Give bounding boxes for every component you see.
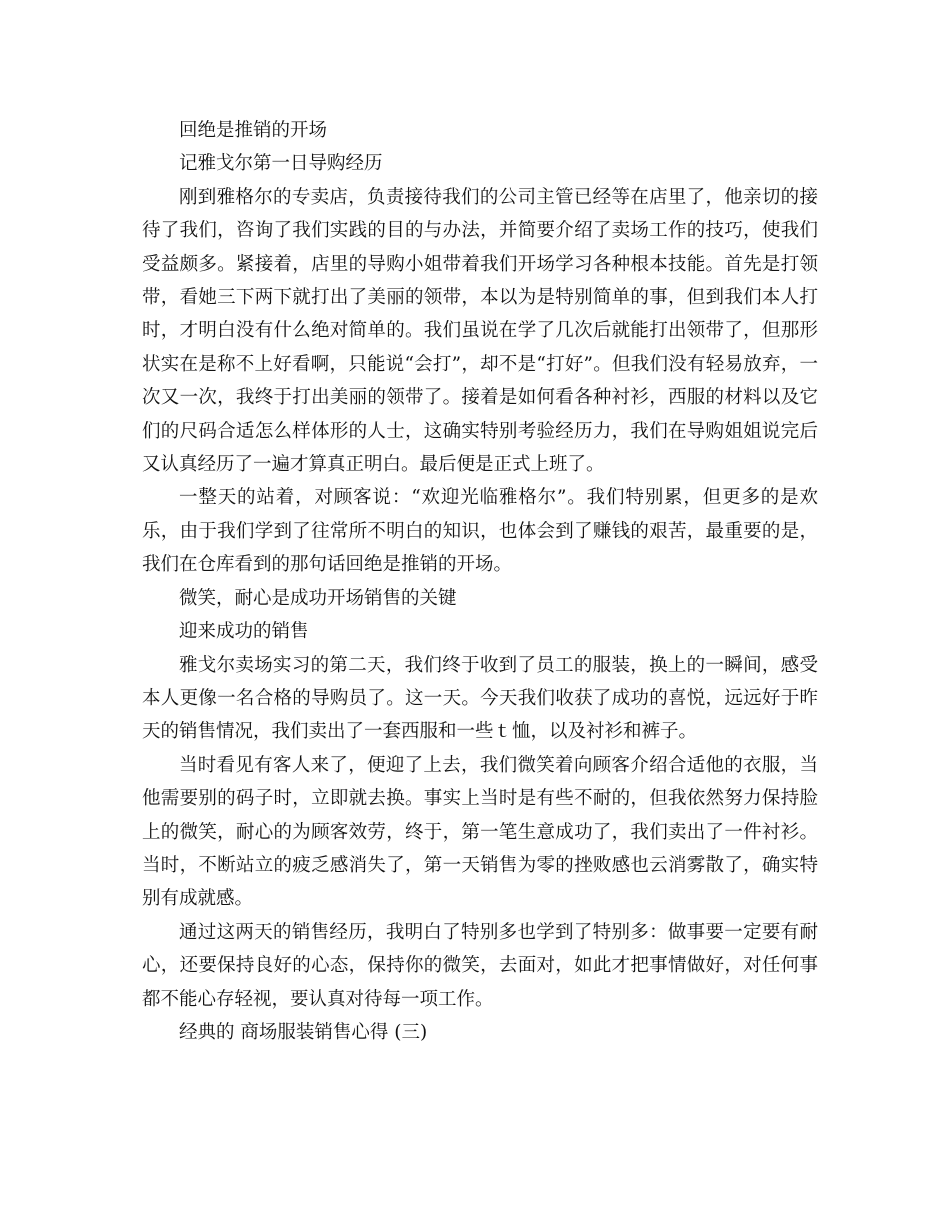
paragraph-lessons: 通过这两天的销售经历，我明白了特别多也学到了特别多：做事要一定要有耐心，还要保持良好的心态，保持你的微笑，去面对，如此才把事情做好，对任何事都不能心存轻视，要认真对待每一项工作。 bbox=[142, 921, 818, 1010]
heading-classic-part-three: 经典的 商场服装销售心得 (三) bbox=[179, 1021, 428, 1043]
subheading-successful-sale: 迎来成功的销售 bbox=[179, 621, 309, 643]
paragraph-first-day-training: 刚到雅格尔的专卖店，负责接待我们的公司主管已经等在店里了，他亲切的接待了我们，咨询了我们实践的目的与办法，并简要介绍了卖场工作的技巧，使我们受益颇多。紧接着，店里的导购小姐带着我们开场学习各种根本技能。首先是打领带，看她三下两下就打出了美丽的领带，本以为是特别简单的事，但到我们本人打时，才明白没有什么绝对简单的。我们虽说在学了几次后就能打出领带了，但那形状实在是称不上好看啊，只能说“会打”，却不是“打好”。但我们没有轻易放弃，一次又一次，我终于打出美丽的领带了。接着是如何看各种衬衫，西服的材料以及它们的尺码合适怎么样体形的人士，这确实特别考验经历力，我们在导购姐姐说完后又认真经历了一遍才算真正明白。最后便是正式上班了。 bbox=[142, 186, 818, 476]
paragraph-second-day: 雅戈尔卖场实习的第二天，我们终于收到了员工的服装，换上的一瞬间，感受本人更像一名合格的导购员了。这一天。今天我们收获了成功的喜悦，远远好于昨天的销售情况，我们卖出了一套西服和一些ｔ恤，以及衬衫和裤子。 bbox=[142, 654, 818, 743]
subheading-first-day: 记雅戈尔第一日导购经历 bbox=[179, 153, 383, 175]
heading-smile-patience: 微笑，耐心是成功开场销售的关键 bbox=[179, 587, 457, 609]
paragraph-full-day-standing: 一整天的站着，对顾客说：“欢迎光临雅格尔”。我们特别累，但更多的是欢乐，由于我们学到了往常所不明白的知识，也体会到了赚钱的艰苦，最重要的是，我们在仓库看到的那句话回绝是推销的开场。 bbox=[142, 487, 818, 576]
heading-rejection: 回绝是推销的开场 bbox=[179, 120, 328, 141]
document-body bbox=[142, 114, 818, 1049]
paragraph-first-sale: 当时看见有客人来了，便迎了上去，我们微笑着向顾客介绍合适他的衣服，当他需要别的码子时，立即就去换。事实上当时是有些不耐的，但我依然努力保持脸上的微笑，耐心的为顾客效劳，终于，第一笔生意成功了，我们卖出了一件衬衫。当时，不断站立的疲乏感消失了，第一天销售为零的挫败感也云消雾散了，确实特别有成就感。 bbox=[142, 754, 818, 910]
